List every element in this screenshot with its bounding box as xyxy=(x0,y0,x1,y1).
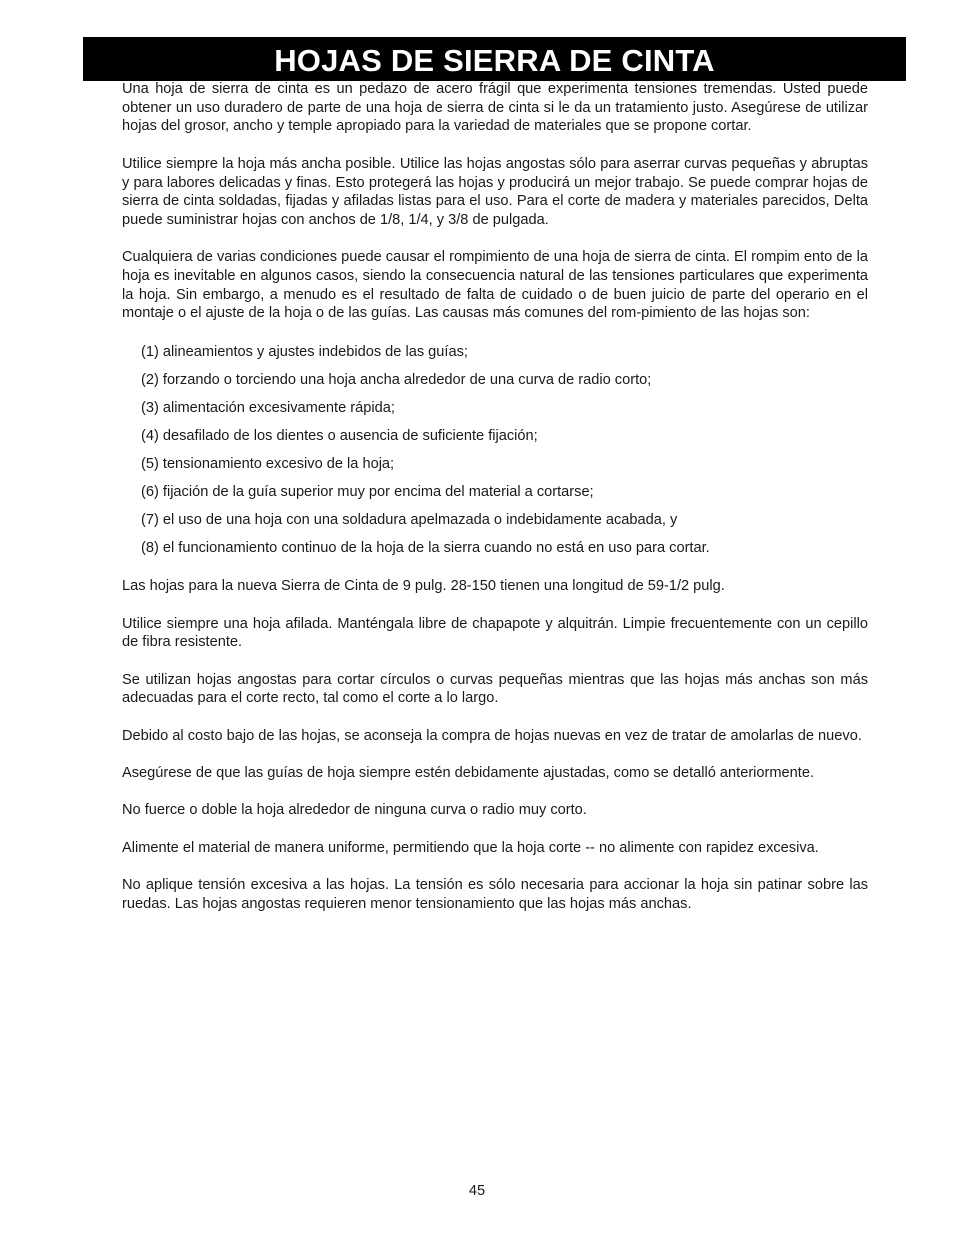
tip-paragraph: Utilice siempre una hoja afilada. Manténgala libre de chapapote y alquitrán. Limpie frecuentemente con un cepillo de fibra resistente. xyxy=(122,615,868,651)
intro-paragraph: Cualquiera de varias condiciones puede causar el rompimiento de una hoja de sierra de cinta. El rompim ento de la hoja es inevitable en algunos casos, siendo la consecuencia natural de las tensiones particulares que experimenta la hoja. Sin embargo, a menudo es el resultado de falta de cuidado o de buen juicio de parte del operario en el montaje o el ajuste de la hoja o de las guías. Las causas más comunes del rom-pimiento de las hojas son: xyxy=(122,249,868,322)
page-number: 45 xyxy=(468,1183,486,1199)
tip-paragraph: No fuerce o doble la hoja alrededor de ninguna curva o radio muy corto. xyxy=(122,802,587,819)
tip-paragraph: Alimente el material de manera uniforme, permitiendo que la hoja corte -- no alimente con rapidez excesiva. xyxy=(122,839,819,856)
tip-paragraph: Se utilizan hojas angostas para cortar círculos o curvas pequeñas mientras que las hojas más anchas son más adecuadas para el corte recto, tal como el corte a lo largo. xyxy=(122,671,868,707)
tip-paragraph: Las hojas para la nueva Sierra de Cinta de 9 pulg. 28-150 tienen una longitud de 59-1/2 pulg. xyxy=(122,578,725,595)
page-title: HOJAS DE SIERRA DE CINTA xyxy=(274,43,715,78)
list-item: (5) tensionamiento excesivo de la hoja; xyxy=(141,456,395,473)
intro-paragraph: Utilice siempre la hoja más ancha posible. Utilice las hojas angostas sólo para aserrar curvas pequeñas y abruptas y para labores delicadas y finas. Esto protegerá las hojas y producirá un mejor trabajo. Se puede comprar hojas de sierra de cinta soldadas, fijadas y afiladas listas para el uso. Para el corte de madera y materiales parecidos, Delta puede suministrar hojas con anchos de 1/8, 1/4, y 3/8 de pulgada. xyxy=(122,155,868,228)
causes-list xyxy=(122,343,868,567)
list-item: (4) desafilado de los dientes o ausencia de suficiente fijación; xyxy=(141,428,538,445)
intro-paragraph: Una hoja de sierra de cinta es un pedazo de acero frágil que experimenta tensiones tremendas. Usted puede obtener un uso duradero de parte de una hoja de sierra de cinta si le da un tratamiento justo. Asegúrese de utilizar hojas del grosor, ancho y temple apropiado para la variedad de materiales que se propone cortar. xyxy=(122,81,868,135)
list-item: (3) alimentación excesivamente rápida; xyxy=(141,400,395,417)
list-item: (6) fijación de la guía superior muy por encima del material a cortarse; xyxy=(141,484,594,501)
list-item: (2) forzando o torciendo una hoja ancha alrededor de una curva de radio corto; xyxy=(141,372,652,389)
document-body xyxy=(122,80,868,932)
page-title-banner xyxy=(83,37,906,81)
tip-paragraph: No aplique tensión excesiva a las hojas. La tensión es sólo necesaria para accionar la hoja sin patinar sobre las ruedas. Las hojas angostas requieren menor tensionamiento que las hojas más anchas. xyxy=(122,877,868,912)
tips-section xyxy=(122,577,868,914)
list-item: (8) el funcionamiento continuo de la hoja de la sierra cuando no está en uso para cortar. xyxy=(141,540,710,557)
tip-paragraph: Asegúrese de que las guías de hoja siempre estén debidamente ajustadas, como se detalló anteriormente. xyxy=(122,765,815,782)
tip-paragraph: Debido al costo bajo de las hojas, se aconseja la compra de hojas nuevas en vez de tratar de amolarlas de nuevo. xyxy=(122,727,862,744)
list-item: (1) alineamientos y ajustes indebidos de las guías; xyxy=(141,344,468,361)
list-item: (7) el uso de una hoja con una soldadura apelmazada o indebidamente acabada, y xyxy=(141,512,678,529)
